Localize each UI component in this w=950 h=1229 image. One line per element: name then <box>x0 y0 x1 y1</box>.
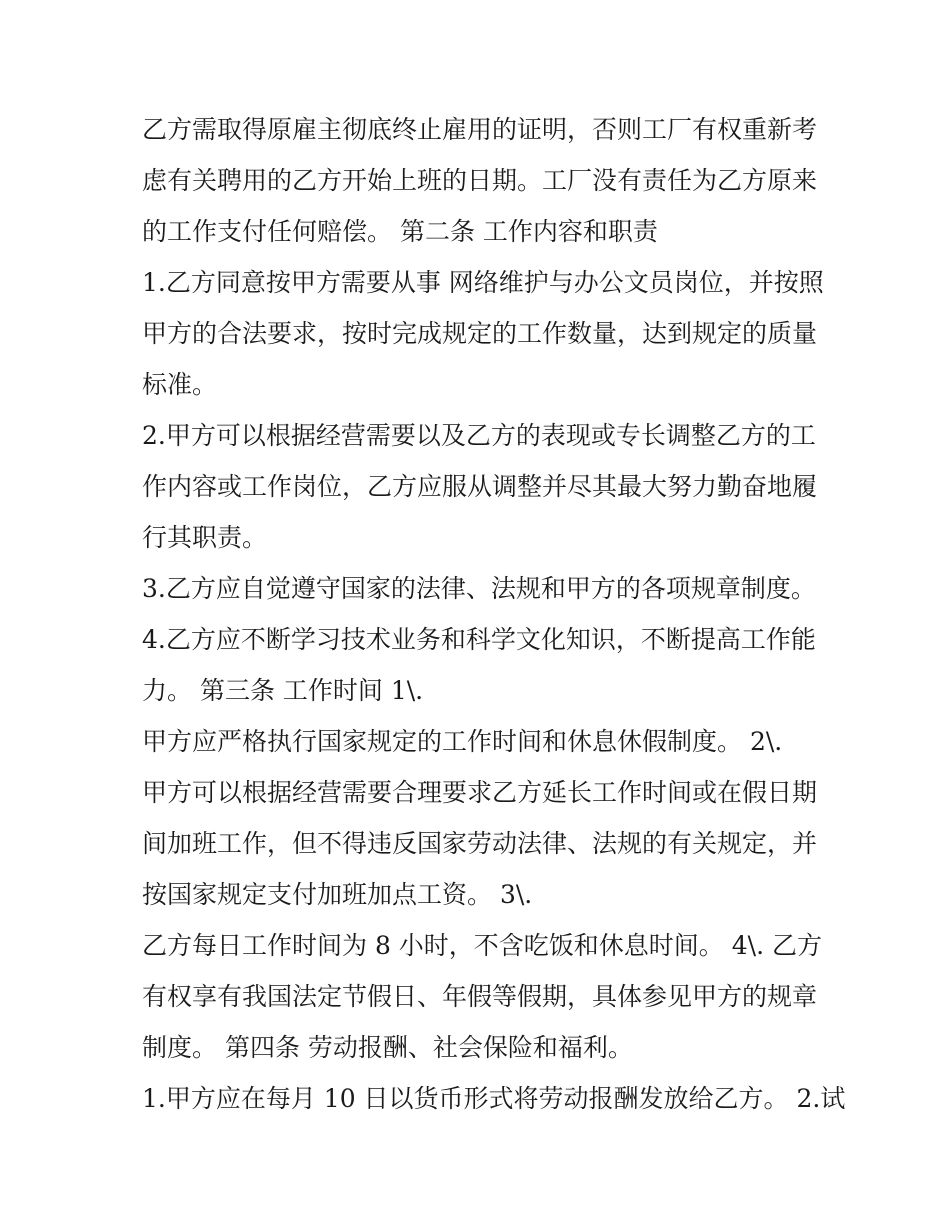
text-line: 虑有关聘用的乙方开始上班的日期。工厂没有责任为乙方原来 <box>142 166 818 195</box>
text-line: 1.甲方应在每月 10 日以货币形式将劳动报酬发放给乙方。 2.试 <box>142 1084 846 1113</box>
text-line: 1.乙方同意按甲方需要从事 网络维护与办公文员岗位，并按照 <box>142 268 824 297</box>
document-body <box>142 104 846 1124</box>
text-line: 按国家规定支付加班加点工资。 3\. <box>142 880 533 909</box>
text-line: 力。 第三条 工作时间 1\. <box>142 676 424 705</box>
text-line: 的工作支付任何赔偿。 第二条 工作内容和职责 <box>142 217 658 246</box>
text-line: 甲方可以根据经营需要合理要求乙方延长工作时间或在假日期 <box>142 778 818 807</box>
text-line: 标准。 <box>142 370 218 399</box>
text-line: 行其职责。 <box>142 523 268 552</box>
text-line: 甲方应严格执行国家规定的工作时间和休息休假制度。 2\. <box>142 727 783 756</box>
text-line: 2.甲方可以根据经营需要以及乙方的表现或专长调整乙方的工 <box>142 421 816 450</box>
text-line: 乙方需取得原雇主彻底终止雇用的证明，否则工厂有权重新考 <box>142 115 818 144</box>
text-line: 4.乙方应不断学习技术业务和科学文化知识，不断提高工作能 <box>142 625 816 654</box>
text-line: 3.乙方应自觉遵守国家的法律、法规和甲方的各项规章制度。 <box>142 574 816 603</box>
text-line: 制度。 第四条 劳动报酬、社会保险和福利。 <box>142 1033 633 1062</box>
text-line: 甲方的合法要求，按时完成规定的工作数量，达到规定的质量 <box>142 319 818 348</box>
text-line: 乙方每日工作时间为 8 小时，不含吃饭和休息时间。 4\. 乙方 <box>142 931 822 960</box>
text-line: 作内容或工作岗位，乙方应服从调整并尽其最大努力勤奋地履 <box>142 472 818 501</box>
text-line: 有权享有我国法定节假日、年假等假期，具体参见甲方的规章 <box>142 982 818 1011</box>
text-line: 间加班工作，但不得违反国家劳动法律、法规的有关规定，并 <box>142 829 818 858</box>
